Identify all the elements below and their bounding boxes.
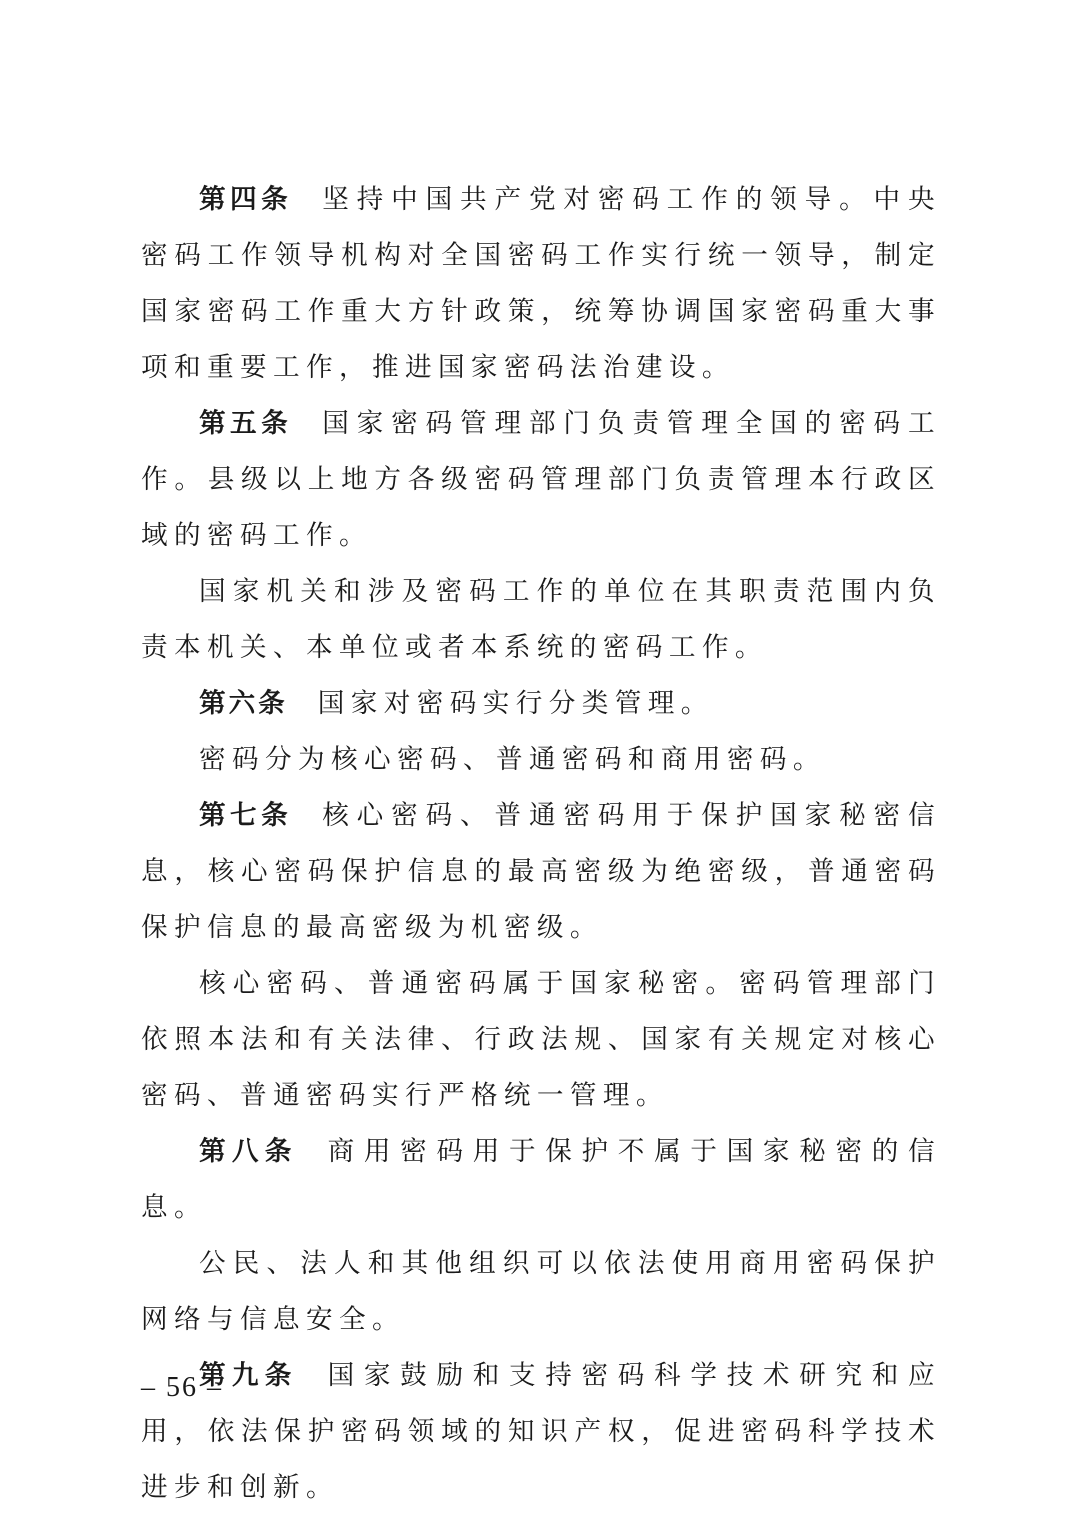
article-text: 坚持中国共产党对密码工作的领导。中央密码工作领导机构对全国密码工作实行统一领导，制定国家密码工作重大方针政策，统筹协调国家密码重大事项和重要工作，推进国家密码法治建设。: [141, 184, 942, 383]
article-6-paragraph-2: [141, 732, 941, 788]
article-heading: 第七条: [199, 800, 293, 831]
article-text: 国家密码管理部门负责管理全国的密码工作。县级以上地方各级密码管理部门负责管理本行政区域的密码工作。: [141, 408, 942, 551]
article-8-paragraph-2: [141, 1236, 941, 1348]
article-9-paragraph: [141, 1348, 941, 1516]
article-text: 商用密码用于保护不属于国家秘密的信息。: [141, 1136, 941, 1223]
article-text: 国家机关和涉及密码工作的单位在其职责范围内负责本机关、本单位或者本系统的密码工作。: [141, 576, 941, 663]
article-7-paragraph-2: [141, 956, 941, 1124]
article-text: 核心密码、普通密码属于国家秘密。密码管理部门依照本法和有关法律、行政法规、国家有关规定对核心密码、普通密码实行严格统一管理。: [141, 968, 941, 1111]
article-text: 公民、法人和其他组织可以依法使用商用密码保护网络与信息安全。: [141, 1248, 941, 1335]
article-heading: 第九条: [199, 1360, 298, 1391]
document-body: [141, 172, 941, 1516]
article-4-paragraph: [141, 172, 941, 396]
article-5-paragraph: [141, 396, 941, 564]
article-heading: 第五条: [199, 408, 293, 439]
article-7-paragraph: [141, 788, 941, 956]
article-text: 国家对密码实行分类管理。: [317, 688, 714, 719]
article-heading: 第四条: [199, 184, 293, 215]
article-heading: 第八条: [199, 1136, 298, 1167]
article-6-paragraph: [141, 676, 941, 732]
article-text: 密码分为核心密码、普通密码和商用密码。: [199, 744, 826, 775]
article-heading: 第六条: [199, 688, 288, 719]
article-text: 国家鼓励和支持密码科学技术研究和应用，依法保护密码领域的知识产权，促进密码科学技术进步和创新。: [141, 1360, 941, 1503]
article-text: 核心密码、普通密码用于保护国家秘密信息，核心密码保护信息的最高密级为绝密级，普通密码保护信息的最高密级为机密级。: [141, 800, 942, 943]
article-8-paragraph: [141, 1124, 941, 1236]
article-5-paragraph-2: [141, 564, 941, 676]
page-number: – 56 –: [141, 1372, 223, 1403]
